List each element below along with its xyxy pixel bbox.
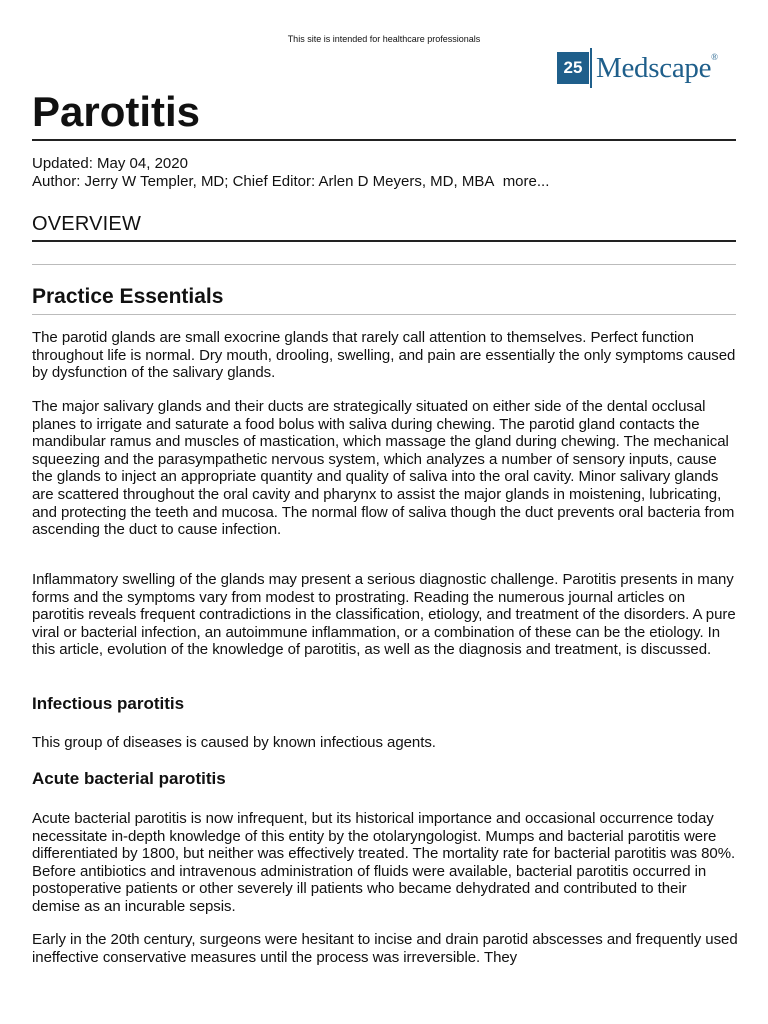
logo-registered-mark: ® [711, 51, 718, 62]
logo-word: Medscape [596, 51, 712, 84]
paragraph: This group of diseases is caused by known infectious agents. [32, 734, 436, 751]
author-line [32, 173, 549, 191]
section-divider [32, 240, 736, 242]
logo-wordmark [596, 52, 718, 85]
paragraph: Early in the 20th century, surgeons were hesitant to incise and drain parotid abscesses and frequently used ineffective conservative measures until the process was irreversible. They [32, 931, 738, 966]
healthcare-notice: This site is intended for healthcare professionals [287, 34, 481, 44]
more-authors-link[interactable]: more... [502, 173, 550, 190]
logo-badge: 25 [557, 52, 589, 84]
paragraph: The parotid glands are small exocrine glands that rarely call attention to themselves. Perfect function throughout life is normal. Dry mouth, drooling, swelling, and pain are essentially the only symptoms caused by dysfunction of the salivary glands. [32, 329, 736, 382]
article-meta [32, 155, 549, 191]
subsection-divider [32, 314, 736, 315]
medscape-logo[interactable] [557, 50, 718, 86]
section-spacer-divider [32, 264, 736, 265]
author-text: Author: Jerry W Templer, MD; Chief Editor: Arlen D Meyers, MD, MBA [32, 173, 495, 190]
updated-date: Updated: May 04, 2020 [32, 155, 188, 172]
paragraph: Acute bacterial parotitis is now infrequent, but its historical importance and occasional occurrence today necessitate in-depth knowledge of this entity by the otolaryngologist. Mumps and bacterial parotitis were differentiated by 1800, but neither was effectively treated. The mortality rate for bacterial parotitis was 80%. Before antibiotics and intravenous administration of fluids were available, bacterial parotitis occurred in postoperative patients or other severely ill patients who became dehydrated and contributed to their demise as an incurable sepsis. [32, 810, 736, 915]
paragraph: The major salivary glands and their ducts are strategically situated on either side of the dental occlusal planes to irrigate and saturate a food bolus with saliva during chewing. The parotid gland contacts the mandibular ramus and muscles of mastication, which massage the gland during chewing. The mechanical squeezing and the parasympathetic nervous system, which analyzes a number of sensory inputs, cause the glands to inject an appropriate quantity and quality of saliva into the oral cavity. Minor salivary glands are scattered throughout the oral cavity and pharynx to assist the major glands in moistening, lubricating, and protecting the teeth and mucosa. The normal flow of saliva though the duct prevents oral bacteria from ascending the duct to cause infection. [32, 398, 735, 539]
acute-heading: Acute bacterial parotitis [32, 769, 226, 788]
page-title: Parotitis [32, 88, 201, 135]
infectious-heading: Infectious parotitis [32, 694, 185, 713]
section-heading: OVERVIEW [32, 213, 142, 235]
subsection-heading: Practice Essentials [32, 285, 224, 308]
title-divider [32, 139, 736, 141]
paragraph: Inflammatory swelling of the glands may present a serious diagnostic challenge. Parotitis presents in many forms and the symptoms vary from modest to prostrating. Reading the numerous journal articles on parotitis reveals frequent contradictions in the classification, etiology, and treatment of the disorders. A pure viral or bacterial infection, an autoimmune inflammation, or a combination of these can be the etiology. In this article, evolution of the knowledge of parotitis, as well as the diagnosis and treatment, is discussed. [32, 571, 736, 659]
